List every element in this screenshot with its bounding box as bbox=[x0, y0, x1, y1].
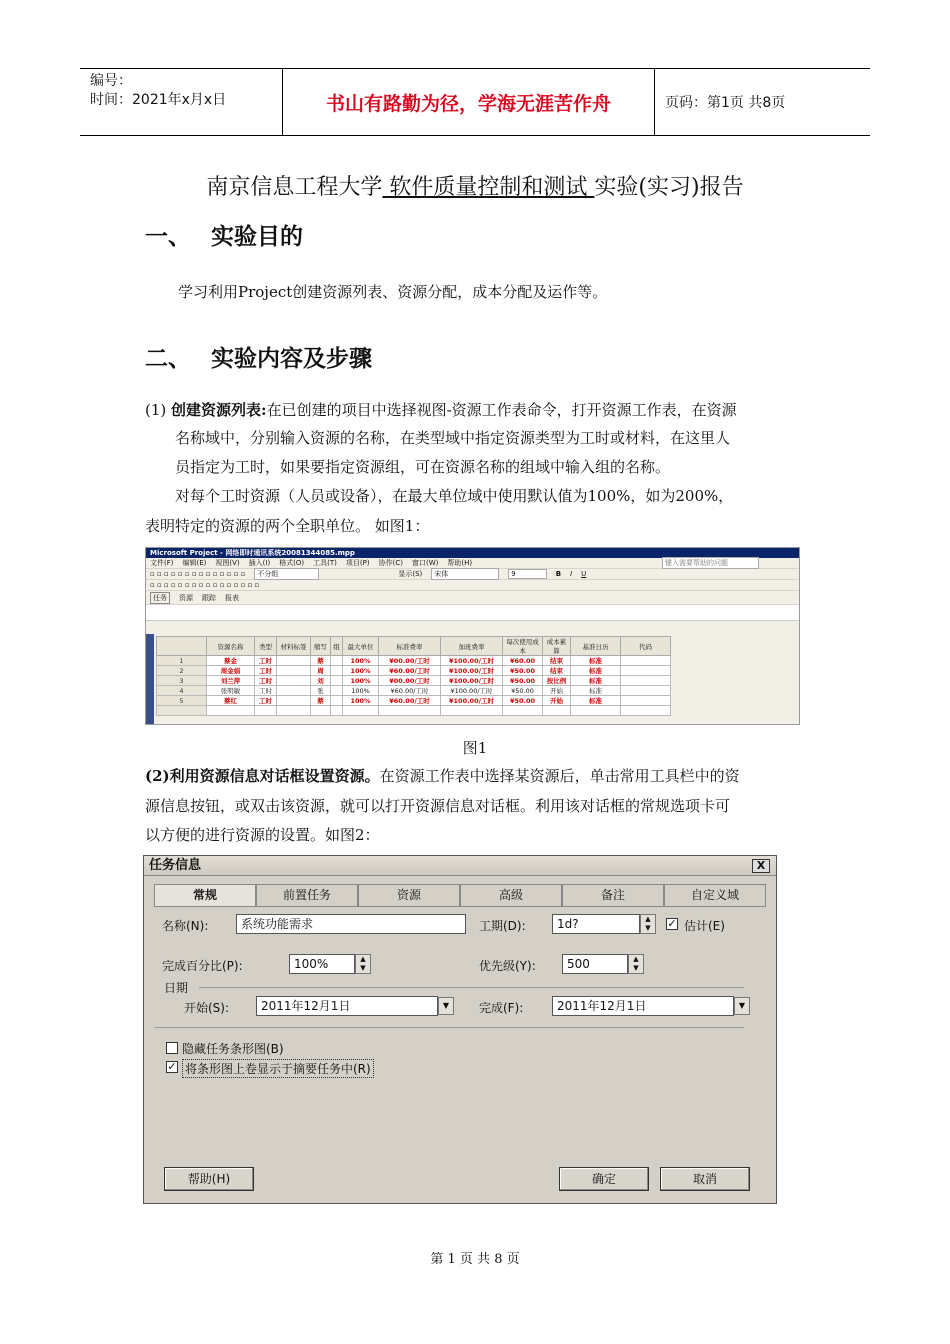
table-cell[interactable] bbox=[621, 676, 671, 686]
table-cell[interactable]: 周 bbox=[311, 666, 331, 676]
step1-line5: 表明特定的资源的两个全职单位。 如图1： bbox=[145, 517, 430, 535]
table-cell[interactable]: ¥100.00/工时 bbox=[441, 686, 503, 696]
table-cell[interactable] bbox=[571, 706, 621, 716]
priority-stepper[interactable]: ▲ ▼ bbox=[628, 954, 644, 974]
table-cell[interactable]: 蔡 bbox=[311, 696, 331, 706]
step1-line1: (1) 创建资源列表:在已创建的项目中选择视图-资源工作表命令，打开资源工作表，在资源 bbox=[145, 401, 737, 419]
tab-notes[interactable]: 备注 bbox=[562, 884, 664, 906]
table-row[interactable] bbox=[157, 696, 671, 706]
view-bar-side bbox=[146, 634, 154, 725]
column-header[interactable]: 代码 bbox=[621, 637, 671, 656]
table-cell[interactable] bbox=[277, 666, 311, 676]
header-motto: 书山有路勤为径，学海无涯苦作舟 bbox=[282, 69, 655, 135]
table-cell[interactable] bbox=[255, 706, 277, 716]
estimate-checkbox[interactable]: ✓ bbox=[667, 917, 677, 930]
table-cell[interactable]: ¥00.00/工时 bbox=[379, 656, 441, 666]
column-header[interactable]: 每次使用成本 bbox=[503, 637, 543, 656]
tab-advanced[interactable]: 高级 bbox=[460, 884, 562, 906]
table-cell[interactable]: 标准 bbox=[571, 656, 621, 666]
table-cell[interactable]: 结束 bbox=[543, 656, 571, 666]
table-row[interactable] bbox=[157, 686, 671, 696]
table-row[interactable] bbox=[157, 676, 671, 686]
table-cell[interactable]: 刘 bbox=[311, 676, 331, 686]
table-cell[interactable]: 结束 bbox=[543, 666, 571, 676]
report-title bbox=[0, 170, 950, 201]
figure-1-caption: 图1 bbox=[462, 739, 488, 757]
table-cell[interactable] bbox=[277, 706, 311, 716]
table-cell[interactable]: 标准 bbox=[571, 686, 621, 696]
purpose-text: 学习利用Project创建资源列表、资源分配，成本分配及运作等。 bbox=[178, 283, 608, 301]
table-cell[interactable]: 工时 bbox=[255, 676, 277, 686]
entry-bar[interactable] bbox=[146, 605, 799, 621]
menu-insert[interactable]: 插入(I) bbox=[248, 559, 271, 567]
title-prefix: 南京信息工程大学 bbox=[206, 175, 383, 200]
menu-view[interactable]: 视图(V) bbox=[215, 559, 240, 567]
dialog-title: 任务信息 bbox=[144, 856, 776, 876]
tab-predecessors[interactable]: 前置任务 bbox=[256, 884, 358, 906]
duration-stepper[interactable]: ▲ ▼ bbox=[640, 914, 656, 934]
rollup-label: 将条形图上卷显示于摘要任务中(R) bbox=[182, 1059, 374, 1078]
step2-line2: 源信息按钮，或双击该资源，就可以打开资源信息对话框。利用该对话框的常规选项卡可 bbox=[145, 797, 731, 815]
step1-line4: 对每个工时资源（人员或设备），在最大单位域中使用默认值为100%，如为200%， bbox=[175, 487, 734, 505]
chevron-down-icon[interactable]: ▼ bbox=[734, 997, 750, 1015]
column-header[interactable]: 最大单位 bbox=[343, 637, 379, 656]
table-cell[interactable]: ¥100.00/工时 bbox=[441, 666, 503, 676]
table-cell[interactable] bbox=[543, 706, 571, 716]
column-header[interactable]: 缩写 bbox=[311, 637, 331, 656]
table-cell[interactable]: 标准 bbox=[571, 676, 621, 686]
step2-line3: 以方便的进行资源的设置。如图2： bbox=[145, 826, 380, 844]
table-cell[interactable] bbox=[621, 686, 671, 696]
percent-stepper[interactable]: ▲ ▼ bbox=[355, 954, 371, 974]
table-cell[interactable]: 张明敏 bbox=[207, 686, 255, 696]
table-cell[interactable]: 工时 bbox=[255, 666, 277, 676]
italic-button[interactable]: I bbox=[570, 570, 573, 578]
table-cell[interactable]: 蔡红 bbox=[207, 696, 255, 706]
table-cell[interactable] bbox=[621, 666, 671, 676]
table-cell[interactable]: ¥100.00/工时 bbox=[441, 696, 503, 706]
general-panel bbox=[154, 906, 766, 1156]
table-cell[interactable] bbox=[277, 676, 311, 686]
table-cell[interactable] bbox=[207, 706, 255, 716]
dates-label: 日期 bbox=[164, 981, 189, 995]
ok-button[interactable]: 确定 bbox=[559, 1167, 649, 1191]
table-cell[interactable] bbox=[621, 696, 671, 706]
column-header[interactable] bbox=[157, 637, 207, 656]
menu-collaborate[interactable]: 协作(C) bbox=[378, 559, 403, 567]
finish-date-field[interactable]: 2011年12月1日 bbox=[552, 996, 734, 1016]
table-cell[interactable] bbox=[331, 666, 343, 676]
table-cell[interactable] bbox=[277, 686, 311, 696]
column-header[interactable]: 组 bbox=[331, 637, 343, 656]
close-icon[interactable]: X bbox=[752, 859, 770, 873]
bold-button[interactable]: B bbox=[555, 570, 562, 578]
table-cell[interactable]: ¥60.00/工时 bbox=[379, 686, 441, 696]
table-cell[interactable]: 按比例 bbox=[543, 676, 571, 686]
percent-input[interactable]: 100% bbox=[289, 954, 355, 974]
table-cell[interactable] bbox=[343, 706, 379, 716]
table-cell[interactable] bbox=[441, 706, 503, 716]
table-cell[interactable]: 100% bbox=[343, 686, 379, 696]
title-course: 软件质量控制和测试 bbox=[382, 175, 595, 200]
group-select[interactable]: 不分组 bbox=[254, 568, 319, 580]
table-cell[interactable]: 工时 bbox=[255, 656, 277, 666]
row-number[interactable]: 3 bbox=[157, 676, 207, 686]
dialog-tabs bbox=[154, 884, 766, 906]
table-cell[interactable] bbox=[331, 706, 343, 716]
start-date-field[interactable]: 2011年12月1日 bbox=[256, 996, 438, 1016]
table-cell[interactable] bbox=[277, 696, 311, 706]
divider bbox=[154, 1027, 744, 1028]
font-size-select[interactable]: 9 bbox=[508, 569, 546, 579]
table-row-empty[interactable] bbox=[157, 706, 671, 716]
table-cell[interactable]: ¥00.00/工时 bbox=[379, 676, 441, 686]
dates-divider bbox=[199, 987, 744, 988]
table-cell[interactable]: 开始 bbox=[543, 686, 571, 696]
row-number[interactable]: 5 bbox=[157, 696, 207, 706]
column-header[interactable]: 类型 bbox=[255, 637, 277, 656]
table-cell[interactable]: 100% bbox=[343, 676, 379, 686]
estimate-label: 估计(E) bbox=[684, 919, 725, 933]
menu-window[interactable]: 窗口(W) bbox=[411, 559, 439, 567]
table-cell[interactable]: ¥50.00 bbox=[503, 676, 543, 686]
help-button[interactable]: 帮助(H) bbox=[164, 1167, 254, 1191]
table-cell[interactable]: 100% bbox=[343, 696, 379, 706]
section-heading-purpose bbox=[145, 218, 303, 251]
column-header[interactable]: 材料标签 bbox=[277, 637, 311, 656]
rollup-checkbox[interactable]: ✓ bbox=[167, 1060, 177, 1073]
step2-line1: (2)利用资源信息对话框设置资源。在资源工作表中选择某资源后，单击常用工具栏中的资 bbox=[145, 767, 740, 785]
table-cell[interactable]: 标准 bbox=[571, 696, 621, 706]
table-cell[interactable]: 100% bbox=[343, 666, 379, 676]
table-cell[interactable]: 开始 bbox=[543, 696, 571, 706]
row-number[interactable]: 1 bbox=[157, 656, 207, 666]
name-input[interactable]: 系统功能需求 bbox=[236, 914, 466, 934]
row-number[interactable]: 2 bbox=[157, 666, 207, 676]
table-cell[interactable]: 周金娟 bbox=[207, 666, 255, 676]
row-number[interactable]: 4 bbox=[157, 686, 207, 696]
cancel-button[interactable]: 取消 bbox=[660, 1167, 750, 1191]
figure-1-project-window bbox=[145, 547, 800, 725]
chevron-down-icon[interactable]: ▼ bbox=[438, 997, 454, 1015]
header-meta bbox=[80, 69, 282, 135]
table-cell[interactable] bbox=[331, 656, 343, 666]
table-cell[interactable]: 蔡 bbox=[311, 656, 331, 666]
table-cell[interactable] bbox=[331, 676, 343, 686]
table-cell[interactable] bbox=[621, 706, 671, 716]
header-page: 页码：第1页 共8页 bbox=[665, 95, 786, 111]
table-cell[interactable]: ¥50.00 bbox=[503, 686, 543, 696]
section-number: 一、 bbox=[145, 224, 191, 250]
page-footer: 第 1 页 共 8 页 bbox=[430, 1252, 520, 1267]
report-button[interactable]: 报表 bbox=[225, 593, 239, 602]
font-select[interactable]: 宋体 bbox=[431, 568, 499, 580]
table-cell[interactable]: 张 bbox=[311, 686, 331, 696]
duration-label: 工期(D): bbox=[479, 919, 526, 933]
table-cell[interactable]: 蔡金 bbox=[207, 656, 255, 666]
section-number: 二、 bbox=[145, 346, 191, 372]
table-cell[interactable] bbox=[621, 656, 671, 666]
table-cell[interactable]: ¥60.00 bbox=[503, 656, 543, 666]
table-cell[interactable]: 工时 bbox=[255, 696, 277, 706]
underline-button[interactable]: U bbox=[581, 570, 587, 578]
formatting-toolbar bbox=[146, 580, 799, 591]
hide-bar-label: 隐藏任务条形图(B) bbox=[182, 1042, 284, 1056]
section-title: 实验内容及步骤 bbox=[211, 346, 372, 372]
table-cell[interactable]: ¥50.00 bbox=[503, 696, 543, 706]
table-row[interactable] bbox=[157, 656, 671, 666]
table-cell[interactable]: 工时 bbox=[255, 686, 277, 696]
tab-general[interactable]: 常规 bbox=[154, 884, 256, 906]
table-cell[interactable]: 刘兰萍 bbox=[207, 676, 255, 686]
menu-project[interactable]: 项目(P) bbox=[345, 559, 370, 567]
figure-2-task-info-dialog bbox=[143, 855, 777, 1204]
table-cell[interactable] bbox=[277, 656, 311, 666]
title-suffix: 实验(实习)报告 bbox=[594, 175, 744, 200]
step2-bold: (2)利用资源信息对话框设置资源。 bbox=[145, 767, 380, 785]
column-header[interactable]: 加班费率 bbox=[441, 637, 503, 656]
track-button[interactable]: 跟踪 bbox=[202, 593, 216, 602]
priority-input[interactable]: 500 bbox=[562, 954, 628, 974]
tab-resources[interactable]: 资源 bbox=[358, 884, 460, 906]
table-cell[interactable]: ¥60.00/工时 bbox=[379, 696, 441, 706]
table-cell[interactable] bbox=[311, 706, 331, 716]
percent-label: 完成百分比(P): bbox=[162, 959, 243, 973]
column-header[interactable]: 资源名称 bbox=[207, 637, 255, 656]
view-toolbar bbox=[146, 591, 799, 605]
column-header[interactable]: 基准日历 bbox=[571, 637, 621, 656]
priority-label: 优先级(Y): bbox=[479, 959, 536, 973]
table-cell[interactable]: 标准 bbox=[571, 666, 621, 676]
section-title: 实验目的 bbox=[211, 224, 303, 250]
header-time: 时间：2021年x月x日 bbox=[90, 92, 227, 108]
table-cell[interactable]: ¥50.00 bbox=[503, 666, 543, 676]
table-cell[interactable] bbox=[503, 706, 543, 716]
window-title: Microsoft Project - 网络即时通讯系统20081344085.mpp bbox=[146, 548, 799, 558]
table-cell[interactable]: 100% bbox=[343, 656, 379, 666]
table-cell[interactable]: ¥60.00/工时 bbox=[379, 666, 441, 676]
standard-toolbar bbox=[146, 569, 799, 580]
name-label: 名称(N): bbox=[162, 919, 209, 933]
show-menu[interactable]: 显示(S) bbox=[398, 570, 423, 578]
menu-edit[interactable]: 编辑(E) bbox=[182, 559, 207, 567]
help-search-box[interactable]: 键入需要帮助的问题 bbox=[662, 557, 759, 569]
start-label: 开始(S): bbox=[184, 1001, 230, 1015]
hide-bar-checkbox[interactable] bbox=[166, 1042, 178, 1054]
toolbar-icons[interactable]: ▫ ▫ ▫ ▫ ▫ ▫ ▫ ▫ ▫ ▫ ▫ ▫ ▫ ▫ bbox=[150, 570, 246, 578]
table-cell[interactable] bbox=[331, 686, 343, 696]
resource-sheet-table bbox=[156, 636, 671, 716]
tasks-button[interactable]: 任务 bbox=[150, 592, 170, 604]
step1-line2: 名称域中，分别输入资源的名称，在类型域中指定资源类型为工时或材料，在这里人 bbox=[175, 429, 731, 447]
step1-bold: 创建资源列表: bbox=[171, 401, 267, 419]
table-cell[interactable]: ¥100.00/工时 bbox=[441, 676, 503, 686]
menu-help[interactable]: 帮助(H) bbox=[447, 559, 473, 567]
table-cell[interactable] bbox=[157, 706, 207, 716]
duration-input[interactable]: 1d? bbox=[552, 914, 640, 934]
finish-label: 完成(F): bbox=[479, 1001, 524, 1015]
table-cell[interactable]: ¥100.00/工时 bbox=[441, 656, 503, 666]
step1-line3: 员指定为工时，如果要指定资源组，可在资源名称的组域中输入组的名称。 bbox=[175, 458, 671, 476]
table-cell[interactable] bbox=[379, 706, 441, 716]
header-number: 编号： bbox=[90, 73, 132, 89]
tab-custom-fields[interactable]: 自定义域 bbox=[664, 884, 766, 906]
menu-format[interactable]: 格式(O) bbox=[279, 559, 305, 567]
resources-button[interactable]: 资源 bbox=[179, 593, 193, 602]
page-header bbox=[80, 68, 870, 136]
table-cell[interactable] bbox=[331, 696, 343, 706]
table-row[interactable] bbox=[157, 666, 671, 676]
section-heading-steps bbox=[145, 340, 372, 373]
column-header[interactable]: 标准费率 bbox=[379, 637, 441, 656]
menu-file[interactable]: 文件(F) bbox=[150, 559, 174, 567]
column-header[interactable]: 成本累算 bbox=[543, 637, 571, 656]
table-header-row bbox=[157, 637, 671, 656]
toolbar-icons[interactable]: ▫ ▫ ▫ ▫ ▫ ▫ ▫ ▫ ▫ ▫ ▫ ▫ ▫ ▫ ▫ ▫ bbox=[150, 581, 260, 589]
menu-tools[interactable]: 工具(T) bbox=[313, 559, 337, 567]
